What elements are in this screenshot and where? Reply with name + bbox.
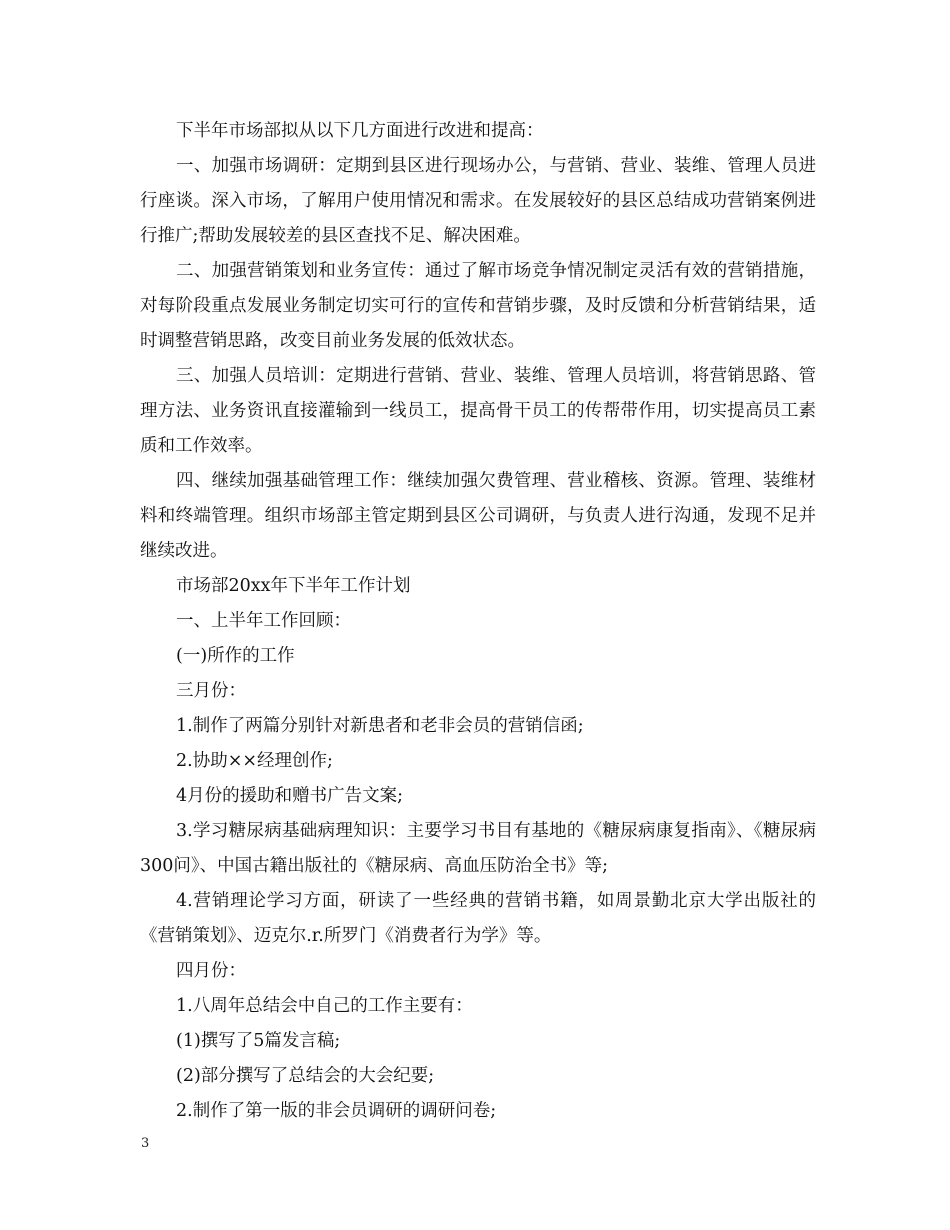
- paragraph-intro: 下半年市场部拟从以下几方面进行改进和提高：: [176, 121, 544, 141]
- subheading-work-done: (一)所作的工作: [176, 646, 295, 666]
- paragraph-staff-training: 三、加强人员培训：定期进行营销、营业、装维、管理人员培训，将营销思路、管理方法、业务资讯直接灌输到一线员工，提高骨干员工的传帮带作用，切实提高员工素质和工作效率。: [140, 366, 816, 456]
- paragraph-market-research: 一、加强市场调研：定期到县区进行现场办公，与营销、营业、装维、管理人员进行座谈。深入市场，了解用户使用情况和需求。在发展较好的县区总结成功营销案例进行推广;帮助发展较差的县区查找不足、解决困难。: [140, 156, 816, 246]
- list-item-march-1: 1.制作了两篇分别针对新患者和老非会员的营销信函;: [176, 716, 584, 736]
- document-body: [140, 114, 816, 1129]
- section-title-work-plan: 市场部20xx年下半年工作计划: [176, 576, 411, 596]
- section-heading-review: 一、上半年工作回顾：: [176, 611, 351, 631]
- list-item-april-1: 1.八周年总结会中自己的工作主要有：: [176, 996, 473, 1016]
- list-item-april-1-1: (1)撰写了5篇发言稿;: [176, 1031, 341, 1051]
- month-heading-march: 三月份：: [176, 681, 246, 701]
- month-heading-april: 四月份：: [176, 961, 246, 981]
- list-item-march-4: 4.营销理论学习方面，研读了一些经典的营销书籍，如周景勤北京大学出版社的《营销策划》、迈克尔.r.所罗门《消费者行为学》等。: [140, 891, 816, 946]
- paragraph-marketing-planning: 二、加强营销策划和业务宣传：通过了解市场竞争情况制定灵活有效的营销措施，对每阶段重点发展业务制定切实可行的宣传和营销步骤，及时反馈和分析营销结果，适时调整营销思路，改变目前业务发展的低效状态。: [140, 261, 816, 351]
- list-item-march-3: 3.学习糖尿病基础病理知识：主要学习书目有基地的《糖尿病康复指南》、《糖尿病300问》、中国古籍出版社的《糖尿病、高血压防治全书》等;: [140, 821, 816, 876]
- list-item-april-2: 2.制作了第一版的非会员调研的调研问卷;: [176, 1101, 497, 1121]
- list-item-march-2: 2.协助××经理创作;: [176, 751, 333, 771]
- page-number: 3: [141, 1136, 150, 1151]
- list-item-april-1-2: (2)部分撰写了总结会的大会纪要;: [176, 1066, 435, 1086]
- list-item-april-copy: 4月份的援助和赠书广告文案;: [176, 786, 404, 806]
- paragraph-basic-management: 四、继续加强基础管理工作：继续加强欠费管理、营业稽核、资源。管理、装维材料和终端管理。组织市场部主管定期到县区公司调研，与负责人进行沟通，发现不足并继续改进。: [140, 471, 816, 561]
